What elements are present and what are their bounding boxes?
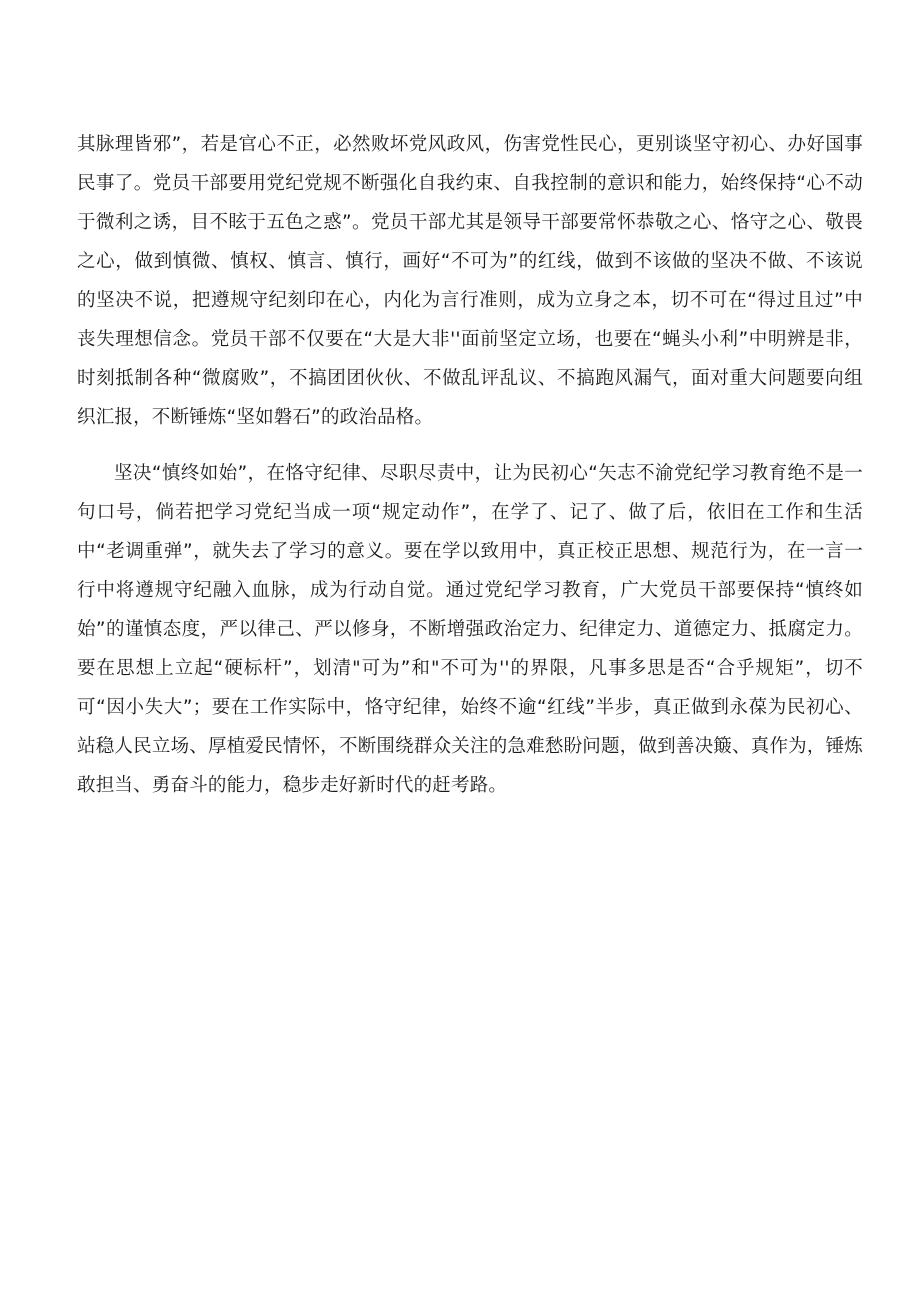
paragraph-continued: 其脉理皆邪”，若是官心不正，必然败坏党风政风，伤害党性民心，更别谈坚守初心、办好国事民事了。党员干部要用党纪党规不断强化自我约束、自我控制的意识和能力，始终保持“心不动于微利之诱，目不眩于五色之惑”。党员干部尤其是领导干部要常怀恭敬之心、恪守之心、敬畏之心，做到慎微、慎权、慎言、慎行，画好“不可为”的红线，做到不该做的坚决不做、不该说的坚决不说，把遵规守纪刻印在心，内化为言行准则，成为立身之本，切不可在“得过且过”中丧失理想信念。党员干部不仅要在“大是大非''面前坚定立场，也要在“蝇头小利”中明辨是非，时刻抵制各种“微腐败”，不搞团团伙伙、不做乱评乱议、不搞跑风漏气，面对重大问题要向组织汇报，不断锤炼“坚如磐石”的政治品格。 xyxy=(77,134,863,428)
paragraph-shenzhong-rushi: 坚决“慎终如始”，在恪守纪律、尽职尽责中，让为民初心“矢志不渝党纪学习教育绝不是一句口号，倘若把学习党纪当成一项“规定动作”，在学了、记了、做了后，依旧在工作和生活中“老调重弹”，就失去了学习的意义。要在学以致用中，真正校正思想、规范行为，在一言一行中将遵规守纪融入血脉，成为行动自觉。通过党纪学习教育，广大党员干部要保持“慎终如始”的谨慎态度，严以律己、严以修身，不断增强政治定力、纪律定力、道德定力、抵腐定力。要在思想上立起“硬标杆”，划清"可为”和"不可为''的界限，凡事多思是否“合乎规矩”，切不可“因小失大”；要在工作实际中，恪守纪律，始终不逾“红线”半步，真正做到永葆为民初心、站稳人民立场、厚植爱民情怀，不断围绕群众关注的急难愁盼问题，做到善决簸、真作为，锤炼敢担当、勇奋斗的能力，稳步走好新时代的赶考路。 xyxy=(77,463,863,796)
document-body xyxy=(77,125,863,805)
